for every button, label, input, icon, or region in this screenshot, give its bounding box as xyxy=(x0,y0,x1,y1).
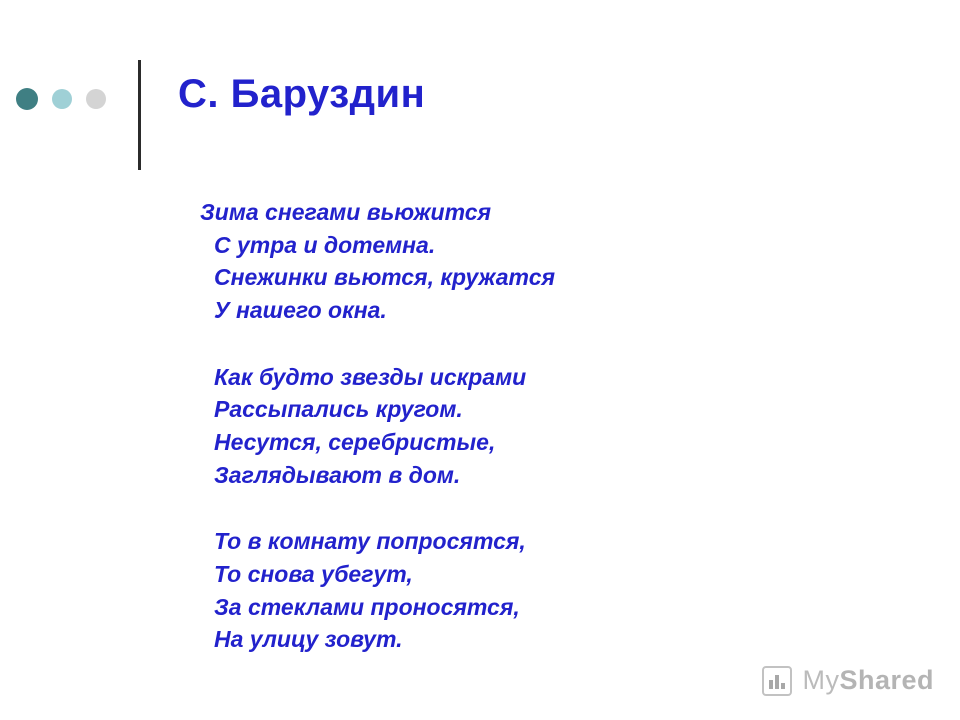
poem-stanza xyxy=(200,196,840,327)
watermark xyxy=(762,665,934,696)
poem-stanza xyxy=(200,361,840,492)
title-block xyxy=(0,60,960,170)
poem-body xyxy=(200,196,840,656)
poem-line: За стеклами проносятся, xyxy=(214,593,520,620)
dot-teal-icon xyxy=(16,88,38,110)
poem-line: Снежинки вьются, кружатся xyxy=(214,264,556,291)
poem-line: У нашего окна. xyxy=(214,296,387,323)
poem-line: Как будто звезды искрами xyxy=(214,363,527,390)
watermark-text xyxy=(802,665,934,696)
title-divider-rule xyxy=(138,60,141,170)
dot-gray-icon xyxy=(86,89,106,109)
poem-line: То в комнату попросятся, xyxy=(214,528,526,555)
watermark-text-bold: Shared xyxy=(839,665,934,695)
poem-line: Заглядывают в дом. xyxy=(214,461,461,488)
poem-stanza xyxy=(200,525,840,656)
poem-line: С утра и дотемна. xyxy=(214,231,436,258)
chart-logo-icon xyxy=(762,666,792,696)
dot-light-blue-icon xyxy=(52,89,72,109)
poem-line: Рассыпались кругом. xyxy=(214,396,463,423)
poem-line: Несутся, серебристые, xyxy=(214,428,496,455)
page-title: С. Баруздин xyxy=(178,72,426,116)
poem-line: На улицу зовут. xyxy=(214,626,403,653)
poem-line: Зима снегами вьюжится xyxy=(200,199,492,225)
watermark-text-light: My xyxy=(802,665,840,695)
decorative-dots xyxy=(16,88,106,110)
poem-line: То снова убегут, xyxy=(214,560,413,587)
